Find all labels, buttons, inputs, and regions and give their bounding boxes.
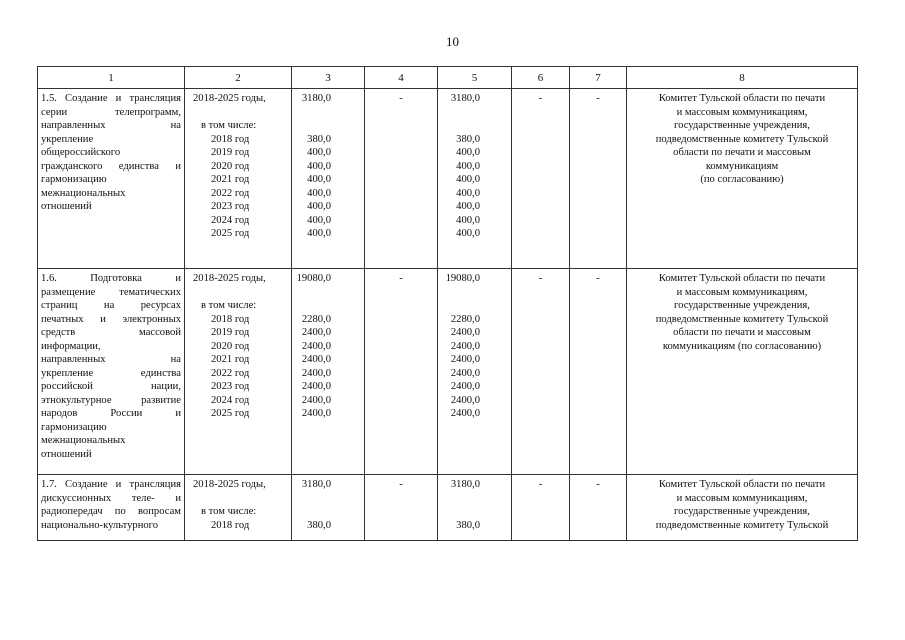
program-table: [37, 66, 858, 541]
year-label: 2018 год: [211, 519, 250, 531]
responsible-line: (по согласованию): [700, 174, 784, 185]
activity-name-line: 1.6. Подготовка и: [41, 273, 181, 284]
activity-name-line: 1.5. Создание и трансляция: [41, 93, 181, 104]
header-col-4: 4: [365, 67, 438, 89]
period-cell: [185, 89, 292, 269]
year-label: 2021 год: [211, 354, 250, 365]
header-col-1: 1: [38, 67, 185, 89]
other-funding-value: -: [596, 93, 600, 104]
responsible-line: государственные учреждения,: [674, 300, 810, 311]
total-funding-value: 3180,0: [301, 93, 331, 104]
regional-year-value: 2400,0: [450, 367, 480, 379]
regional-year-value: 2280,0: [450, 313, 480, 325]
period-text: 2018-2025 годы,: [193, 479, 266, 490]
year-label: 2023 год: [211, 381, 250, 392]
year-funding-value: 2400,0: [301, 367, 331, 379]
federal-funding-value: -: [399, 93, 403, 104]
year-funding-value: 400,0: [307, 201, 331, 212]
responsible-line: области по печати и массовым: [673, 147, 811, 158]
local-funding-value: -: [538, 273, 543, 284]
year-funding-value: 380,0: [307, 133, 331, 145]
activity-name-line: российской нации,: [41, 381, 181, 392]
year-label: 2022 год: [211, 187, 250, 199]
activity-name-line: общероссийского: [41, 147, 121, 158]
responsible-line: государственные учреждения,: [674, 120, 810, 131]
activity-name-line: радиопередач по вопросам: [41, 506, 181, 517]
responsible-line: подведомственные комитету Тульской: [655, 519, 829, 531]
total-funding-value: 19080,0: [296, 273, 331, 284]
year-label: 2020 год: [211, 340, 250, 352]
table-row: [38, 269, 858, 475]
year-label: 2018 год: [211, 313, 250, 325]
year-funding-value: 400,0: [307, 187, 331, 199]
year-label: 2025 год: [211, 408, 250, 419]
year-funding-value: 2400,0: [301, 327, 331, 338]
responsible-cell: [627, 89, 858, 269]
responsible-line: Комитет Тульской области по печати: [658, 479, 826, 490]
activity-name-line: информации,: [41, 340, 101, 352]
year-label: 2025 год: [211, 228, 250, 239]
activity-name-line: отношений: [41, 448, 92, 460]
regional-year-value: 400,0: [456, 174, 480, 185]
regional-funding-cell: [438, 475, 512, 541]
activity-name-line: направленных на: [41, 354, 181, 365]
regional-funding-cell: [438, 269, 512, 475]
year-label: 2023 год: [211, 201, 250, 212]
year-funding-value: 2400,0: [301, 354, 331, 365]
responsible-line: подведомственные комитету Тульской: [655, 133, 829, 145]
activity-name-line: серии телепрограмм,: [41, 106, 181, 118]
year-funding-value: 2400,0: [301, 394, 331, 406]
header-col-2: 2: [185, 67, 292, 89]
year-label: 2019 год: [211, 327, 250, 338]
header-col-5: 5: [438, 67, 512, 89]
regional-year-value: 400,0: [456, 201, 480, 212]
header-col-6: 6: [512, 67, 570, 89]
responsible-line: подведомственные комитету Тульской: [655, 313, 829, 325]
page-number: 10: [446, 34, 459, 49]
table-row: [38, 475, 858, 541]
responsible-line: области по печати и массовым: [673, 327, 811, 338]
year-funding-value: 2400,0: [301, 381, 331, 392]
responsible-line: и массовым коммуникациям,: [676, 492, 808, 504]
header-col-8: 8: [627, 67, 858, 89]
table-row: [38, 89, 858, 269]
other-funding-value: -: [596, 273, 600, 284]
regional-year-value: 400,0: [456, 214, 480, 226]
year-label: 2020 год: [211, 160, 250, 172]
period-text: 2018-2025 годы,: [193, 93, 266, 104]
activity-name-line: гармонизацию: [41, 174, 107, 185]
year-label: 2019 год: [211, 147, 250, 158]
activity-name-line: народов России и: [41, 408, 181, 419]
year-funding-value: 2400,0: [301, 340, 331, 352]
regional-total-value: 3180,0: [450, 93, 480, 104]
header-col-7: 7: [570, 67, 627, 89]
year-funding-value: 400,0: [307, 228, 331, 239]
responsible-line: Комитет Тульской области по печати: [658, 93, 826, 104]
year-label: 2021 год: [211, 174, 250, 185]
year-funding-value: 2280,0: [301, 313, 331, 325]
local-funding-cell: [512, 89, 570, 269]
federal-funding-value: -: [399, 479, 403, 490]
activity-name-cell: [38, 475, 185, 541]
federal-funding-cell: [365, 89, 438, 269]
regional-total-value: 19080,0: [445, 273, 480, 284]
year-funding-value: 380,0: [307, 519, 331, 531]
other-funding-cell: [570, 89, 627, 269]
regional-year-value: 400,0: [456, 160, 480, 172]
federal-funding-value: -: [399, 273, 403, 284]
year-funding-value: 400,0: [307, 147, 331, 158]
federal-funding-cell: [365, 475, 438, 541]
regional-year-value: 400,0: [456, 147, 480, 158]
total-funding-cell: [292, 269, 365, 475]
total-funding-cell: [292, 89, 365, 269]
local-funding-value: -: [538, 93, 543, 104]
including-text: в том числе:: [201, 300, 257, 311]
including-text: в том числе:: [201, 120, 257, 131]
year-funding-value: 400,0: [307, 214, 331, 226]
period-cell: [185, 475, 292, 541]
activity-name-line: размещение тематических: [41, 286, 181, 298]
responsible-line: Комитет Тульской области по печати: [658, 273, 826, 284]
activity-name-line: отношений: [41, 201, 92, 212]
period-cell: [185, 269, 292, 475]
activity-name-line: национально-культурного: [41, 519, 159, 531]
header-row: [38, 67, 858, 89]
responsible-line: и массовым коммуникациям,: [676, 106, 808, 118]
other-funding-cell: [570, 269, 627, 475]
activity-name-line: межнациональных: [41, 187, 126, 199]
responsible-cell: [627, 475, 858, 541]
activity-name-cell: [38, 89, 185, 269]
regional-year-value: 2400,0: [450, 327, 480, 338]
local-funding-value: -: [538, 479, 543, 490]
regional-funding-cell: [438, 89, 512, 269]
responsible-cell: [627, 269, 858, 475]
activity-name-line: укрепление: [41, 133, 94, 145]
federal-funding-cell: [365, 269, 438, 475]
regional-year-value: 400,0: [456, 187, 480, 199]
header-col-3: 3: [292, 67, 365, 89]
local-funding-cell: [512, 475, 570, 541]
activity-name-line: гармонизацию: [41, 421, 107, 433]
activity-name-line: страниц на ресурсах: [41, 300, 181, 311]
activity-name-line: укрепление единства: [41, 367, 181, 379]
total-funding-value: 3180,0: [301, 479, 331, 490]
regional-year-value: 380,0: [456, 133, 480, 145]
other-funding-value: -: [596, 479, 600, 490]
activity-name-line: межнациональных: [41, 435, 126, 446]
year-label: 2022 год: [211, 367, 250, 379]
year-label: 2024 год: [211, 394, 250, 406]
activity-name-line: гражданского единства и: [41, 160, 181, 172]
regional-year-value: 380,0: [456, 519, 480, 531]
year-funding-value: 400,0: [307, 174, 331, 185]
regional-year-value: 2400,0: [450, 340, 480, 352]
regional-total-value: 3180,0: [450, 479, 480, 490]
activity-name-line: этнокультурное развитие: [41, 394, 181, 406]
local-funding-cell: [512, 269, 570, 475]
activity-name-line: направленных на: [41, 120, 181, 131]
total-funding-cell: [292, 475, 365, 541]
period-text: 2018-2025 годы,: [193, 273, 266, 284]
year-label: 2018 год: [211, 133, 250, 145]
activity-name-line: средств массовой: [41, 327, 181, 338]
activity-name-line: дискуссионных теле- и: [41, 492, 181, 504]
regional-year-value: 2400,0: [450, 408, 480, 419]
regional-year-value: 2400,0: [450, 394, 480, 406]
activity-name-line: 1.7. Создание и трансляция: [41, 479, 181, 490]
year-funding-value: 2400,0: [301, 408, 331, 419]
responsible-line: и массовым коммуникациям,: [676, 286, 808, 298]
responsible-line: коммуникациям (по согласованию): [662, 340, 822, 352]
activity-name-line: печатных и электронных: [41, 313, 181, 325]
responsible-line: коммуникациям: [705, 160, 779, 172]
other-funding-cell: [570, 475, 627, 541]
year-funding-value: 400,0: [307, 160, 331, 172]
activity-name-cell: [38, 269, 185, 475]
responsible-line: государственные учреждения,: [674, 506, 810, 517]
year-label: 2024 год: [211, 214, 250, 226]
regional-year-value: 2400,0: [450, 381, 480, 392]
regional-year-value: 2400,0: [450, 354, 480, 365]
regional-year-value: 400,0: [456, 228, 480, 239]
including-text: в том числе:: [201, 506, 257, 517]
